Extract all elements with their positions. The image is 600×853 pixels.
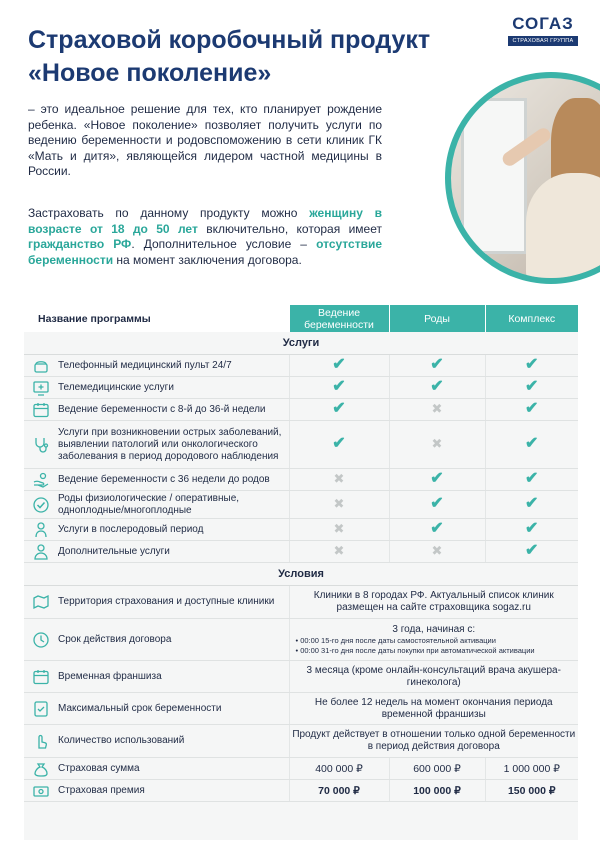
check-icon: ✔ [430,469,444,487]
intro-paragraph-2 [28,206,382,268]
dress-shape [526,173,600,283]
mark-cell [389,421,485,469]
condition-label: Максимальный срок беременности [58,702,222,714]
condition-label: Количество использований [58,735,185,746]
document-check-icon [32,700,50,718]
cash-icon [32,782,50,800]
check-icon: ✔ [525,355,539,373]
mark-cell [289,399,389,421]
check-icon: ✔ [430,377,444,395]
phone-icon [32,357,50,375]
check-icon: ✔ [525,399,539,417]
condition-cell [24,780,289,802]
calendar-icon [32,401,50,419]
check-circle-icon [32,496,50,514]
cross-icon: ✖ [333,470,345,486]
service-label: Телемедицинские услуги [58,381,174,393]
services-section [24,332,578,355]
intro-text: . Дополнительное условие – [131,237,317,251]
table-row [24,377,578,399]
stethoscope-icon [32,436,50,454]
program-table [24,305,578,802]
mark-cell [389,399,485,421]
header-birth: Роды [389,305,485,332]
table-row [24,758,578,780]
mark-cell [389,541,485,563]
service-cell [24,469,289,491]
cross-icon: ✖ [431,542,443,558]
table-row [24,619,578,661]
mark-cell [289,355,389,377]
mark-cell [485,399,578,421]
page-title [28,24,468,90]
table-row [24,399,578,421]
window-shape [461,98,527,254]
baby-icon [32,521,50,539]
condition-label: Срок действия договора [58,633,172,645]
service-label: Услуги при возникновении острых заболеваний, выявлении патологий или онкологического заболевания в период дородового наблюдения [58,426,282,462]
service-cell [24,541,289,563]
cross-icon: ✖ [431,435,443,451]
header-complex: Комплекс [485,305,578,332]
table-row [24,469,578,491]
service-label: Роды физиологические / оперативные, одноплодные/многоплодные [58,492,240,516]
table-row [24,355,578,377]
hands-icon [32,471,50,489]
table-header [24,305,578,332]
table-row [24,693,578,725]
header-program-name: Название программы [24,305,289,332]
check-icon: ✔ [525,377,539,395]
check-icon: ✔ [332,355,346,373]
condition-value [289,619,578,661]
service-label: Ведение беременности с 8-й до 36-й недели [58,403,266,415]
condition-cell [24,586,289,619]
service-label: Услуги в послеродовый период [58,523,204,535]
condition-cell [24,661,289,693]
condition-value: Клиники в 8 городах РФ. Актуальный список клиник размещен на сайте страховщика sogaz.ru [289,586,578,619]
check-icon: ✔ [332,377,346,395]
condition-cell [24,725,289,758]
logo-name: СОГАЗ [512,14,574,33]
mark-cell [389,377,485,399]
check-icon: ✔ [430,494,444,512]
table-row [24,541,578,563]
intro-highlight-citizenship: гражданство РФ [28,237,132,251]
mark-cell [389,519,485,541]
mark-cell [485,519,578,541]
mark-cell [289,491,389,519]
term-bullet-1: • 00:00 15-го дня после даты самостоятельной активации [295,635,496,645]
telemedicine-icon [32,379,50,397]
title-line-2: «Новое поколение» [28,59,272,87]
service-cell [24,421,289,469]
service-label: Ведение беременности с 36 недели до родов [58,473,270,485]
mark-cell [289,421,389,469]
intro-highlight-condition: отсутствие беременности [28,237,383,267]
condition-cell [24,619,289,661]
calendar-icon [32,668,50,686]
conditions-title: Условия [24,563,578,586]
service-cell [24,399,289,421]
table-row [24,421,578,469]
table-row [24,780,578,802]
term-bullet-2: • 00:00 31-го дня после даты покупки при автоматической активации [295,645,535,655]
service-label: Телефонный медицинский пульт 24/7 [58,359,232,371]
cross-icon: ✖ [431,400,443,416]
table-row [24,725,578,758]
intro-text: Застраховать по данному продукту можно [28,206,310,220]
table-row [24,661,578,693]
condition-cell [24,758,289,780]
logo-subtitle: СТРАХОВАЯ ГРУППА [508,36,578,46]
mark-cell [289,519,389,541]
mark-cell [289,377,389,399]
service-label: Дополнительные услуги [58,545,170,557]
check-icon: ✔ [332,434,346,452]
mark-cell [289,541,389,563]
cross-icon: ✖ [333,520,345,536]
intro-text: на момент заключения договора. [113,252,302,267]
conditions-section [24,563,578,586]
condition-value: Продукт действует в отношении только одной беременности в период действия договора [289,725,578,758]
check-icon: ✔ [332,399,346,417]
check-icon: ✔ [430,519,444,537]
services-rows [24,355,578,563]
service-cell [24,377,289,399]
service-cell [24,491,289,519]
table-row [24,586,578,619]
table-row [24,491,578,519]
sum-birth: 600 000 ₽ [389,758,485,780]
intro-paragraph-1: – это идеальное решение для тех, кто планирует рождение ребенка. «Новое поколение» позволяет получить услуги по ведению беременности и родовспоможению в сети клиник ГК «Мать и дитя», являющейся лидером частной медицины в России. [28,102,382,178]
mark-cell [485,469,578,491]
intro-text: включительно, которая имеет [197,221,382,236]
check-icon: ✔ [525,434,539,452]
condition-label: Временная франшиза [58,670,162,682]
mark-cell [389,491,485,519]
sum-complex: 1 000 000 ₽ [485,758,578,780]
intro-highlight-age: женщину в возрасте от 18 до 50 лет [28,206,382,236]
check-icon: ✔ [525,469,539,487]
service-cell [24,355,289,377]
sogaz-logo [508,14,578,46]
term-value: 3 года, начиная с: [392,623,476,635]
table-row [24,519,578,541]
person-icon [32,543,50,561]
mark-cell [485,355,578,377]
mark-cell [389,469,485,491]
services-title: Услуги [24,332,578,355]
service-cell [24,519,289,541]
program-table-panel [24,305,578,840]
condition-label: Страховая премия [58,784,145,796]
check-icon: ✔ [430,355,444,373]
sum-pregnancy: 400 000 ₽ [289,758,389,780]
check-icon: ✔ [525,519,539,537]
hand-pointer-icon [32,732,50,750]
mark-cell [485,541,578,563]
cross-icon: ✖ [333,542,345,558]
cross-icon: ✖ [333,495,345,511]
mark-cell [289,469,389,491]
money-bag-icon [32,760,50,778]
condition-label: Территория страхования и доступные клиники [58,596,275,607]
mark-cell [485,377,578,399]
mark-cell [485,421,578,469]
title-line-1: Страховой коробочный продукт [28,26,431,54]
premium-birth: 100 000 ₽ [389,780,485,802]
clock-icon [32,631,50,649]
condition-label: Страховая сумма [58,762,140,774]
check-icon: ✔ [525,494,539,512]
check-icon: ✔ [525,541,539,559]
condition-cell [24,693,289,725]
premium-complex: 150 000 ₽ [485,780,578,802]
condition-value: 3 месяца (кроме онлайн-консультаций врача акушера-гинеколога) [289,661,578,693]
mark-cell [485,491,578,519]
map-icon [32,593,50,611]
mark-cell [389,355,485,377]
condition-value: Не более 12 недель на момент окончания периода временной франшизы [289,693,578,725]
premium-pregnancy: 70 000 ₽ [289,780,389,802]
header-pregnancy: Ведение беременности [289,305,389,332]
pregnant-woman-photo [445,72,600,284]
